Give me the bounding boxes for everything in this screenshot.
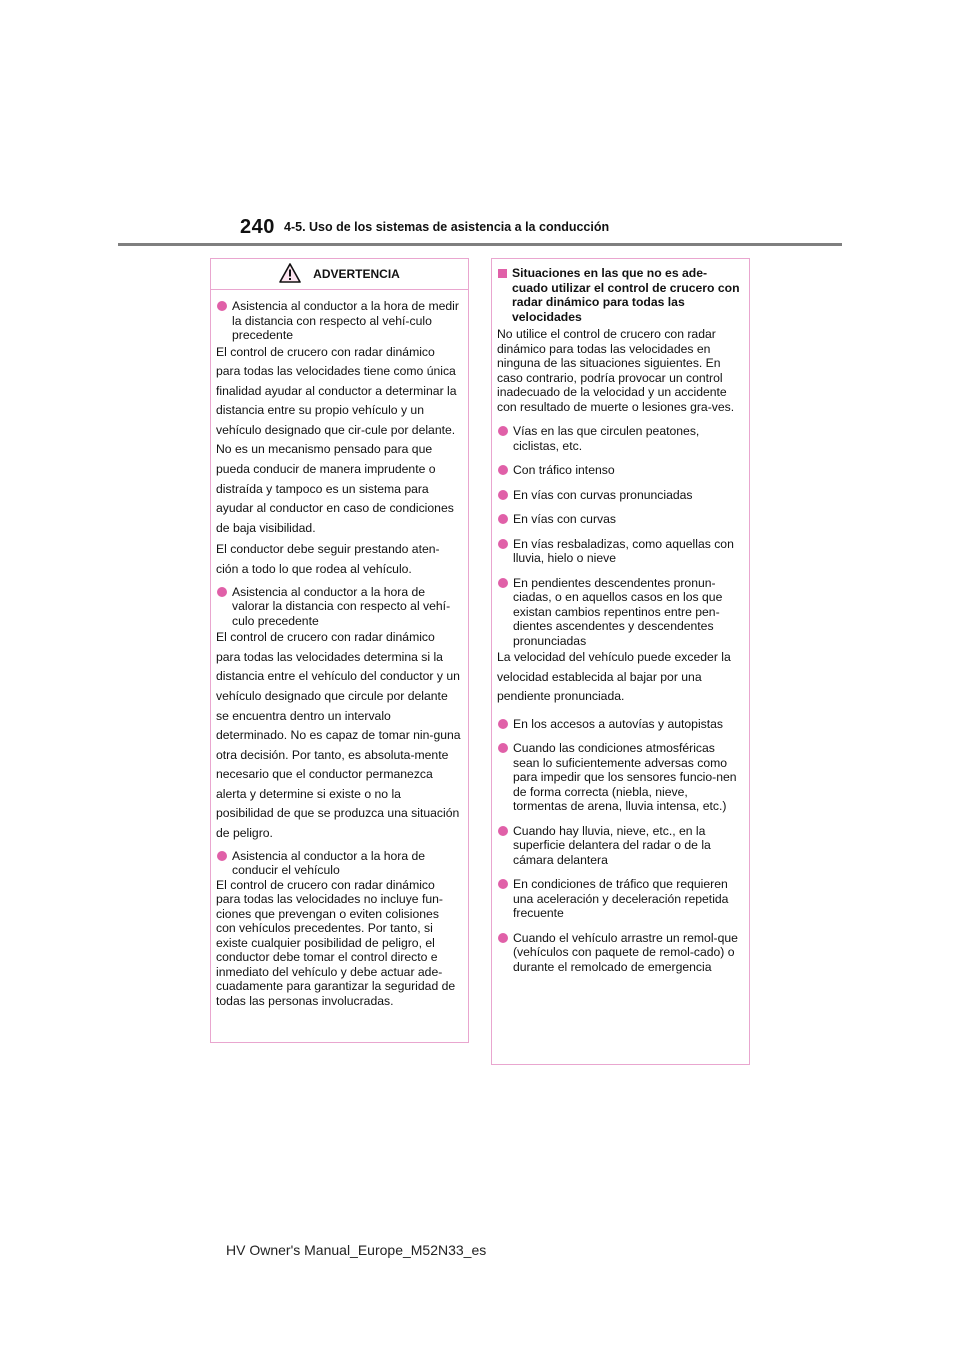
- bullet-dot-icon: [498, 490, 508, 500]
- situations-heading: Situaciones en las que no es ade-cuado utilizar el control de crucero con radar dinámico para todas las velocidades: [497, 266, 742, 324]
- list-item: En pendientes descendentes pronun-ciadas, o en aquellos casos en los que existan cambios repentinos entre pen-dientes ascendentes y descendentes pronunciadas: [497, 576, 742, 649]
- bullet-dot-icon: [498, 933, 508, 943]
- warning-item-heading: Asistencia al conductor a la hora de conducir el vehículo: [232, 848, 426, 878]
- bullet-dot-icon: [217, 851, 227, 861]
- list-item: En vías con curvas: [497, 512, 742, 527]
- footer-manual-id: HV Owner's Manual_Europe_M52N33_es: [226, 1242, 487, 1258]
- warning-content: [211, 290, 468, 1008]
- list-item: [216, 585, 461, 629]
- situations-intro: No utilice el control de crucero con radar dinámico para todas las velocidades en ninguna de las situaciones siguientes. En caso contrario, podría provocar un control inadecuado de la velocidad y un accidente con resultado de muerte o lesiones gra-ves.: [497, 327, 735, 414]
- bullet-dot-icon: [498, 539, 508, 549]
- list-item: Cuando las condiciones atmosféricas sean lo suficientemente adversas como para impedir que los sensores funcio-nen de forma correcta (niebla, nieve, tormentas de arena, lluvia intensa, etc.): [497, 741, 742, 814]
- list-item: En condiciones de tráfico que requieren una aceleración y deceleración repetida frecuente: [497, 877, 742, 921]
- warning-title: ADVERTENCIA: [313, 267, 400, 281]
- list-item: Vías en las que circulen peatones, ciclistas, etc.: [497, 424, 742, 453]
- bullet-dot-icon: [498, 426, 508, 436]
- list-item: Cuando hay lluvia, nieve, etc., en la superficie delantera del radar o de la cámara delantera: [497, 824, 742, 868]
- section-title: 4-5. Uso de los sistemas de asistencia a la conducción: [284, 220, 610, 234]
- situations-content: [492, 259, 749, 974]
- list-item: En vías resbaladizas, como aquellas con lluvia, hielo o nieve: [497, 537, 742, 566]
- square-bullet-icon: [498, 269, 507, 278]
- situations-box: [491, 258, 750, 1065]
- list-item: [216, 849, 461, 878]
- warning-header: [211, 259, 468, 290]
- bullet-dot-icon: [498, 719, 508, 729]
- bullet-dot-icon: [498, 465, 508, 475]
- warning-item-heading: Asistencia al conductor a la hora de valorar la distancia con respecto al vehí-culo precedente: [232, 584, 451, 628]
- list-item: En los accesos a autovías y autopistas: [497, 717, 742, 732]
- warning-item-heading: Asistencia al conductor a la hora de medir la distancia con respecto al vehí-culo precedente: [232, 299, 459, 342]
- bullet-dot-icon: [217, 301, 227, 311]
- header-divider: [118, 243, 842, 246]
- bullet-dot-icon: [498, 826, 508, 836]
- page-number: 240: [240, 216, 275, 238]
- bullet-dot-icon: [217, 587, 227, 597]
- bullet-dot-icon: [498, 578, 508, 588]
- list-item: En vías con curvas pronunciadas: [497, 488, 742, 503]
- warning-box: [210, 258, 469, 1043]
- bullet-dot-icon: [498, 514, 508, 524]
- bullet-dot-icon: [498, 743, 508, 753]
- warning-paragraph: El control de crucero con radar dinámico para todas las velocidades determina si la distancia entre el vehículo del conductor y un vehículo designado que circule por delante se encuentra dentro un intervalo determinado. No es capaz de tomar nin-guna otra decisión. Por tanto, es absoluta-mente necesario que el conductor permanezca alerta y determine si existe o no la posibilidad de que se produzca una situación de peligro.: [216, 630, 461, 841]
- list-item: [216, 299, 461, 343]
- warning-paragraph: El conductor debe seguir prestando aten-ción a todo lo que rodea al vehículo.: [216, 542, 440, 577]
- list-item: Cuando el vehículo arrastre un remol-que (vehículos con paquete de remol-cado) o durante el remolcado de emergencia: [497, 931, 742, 975]
- warning-paragraph: El control de crucero con radar dinámico para todas las velocidades no incluye fun-ciones que prevengan o eviten colisiones con vehículos precedentes. Por tanto, si existe cualquier posibilidad de peligro, el conductor debe tomar el control directo e inmediato del vehículo y debe actuar ade-cuadamente para garantizar la seguridad de todas las personas involucradas.: [216, 877, 456, 1008]
- warning-paragraph: El control de crucero con radar dinámico para todas las velocidades tiene como única finalidad ayudar al conductor a determinar la distancia entre su propio vehículo y un vehículo designado que cir-cule por delante. No es un mecanismo pensado para que pueda conducir de manera imprudente o distraída y tampoco es un sistema para ayudar al conductor en caso de condiciones de baja visibilidad.: [216, 344, 457, 535]
- list-item: Con tráfico intenso: [497, 463, 742, 478]
- warning-triangle-icon: [279, 263, 301, 286]
- situations-note: La velocidad del vehículo puede exceder la velocidad establecida al bajar por una pendiente pronunciada.: [497, 650, 731, 704]
- bullet-dot-icon: [498, 879, 508, 889]
